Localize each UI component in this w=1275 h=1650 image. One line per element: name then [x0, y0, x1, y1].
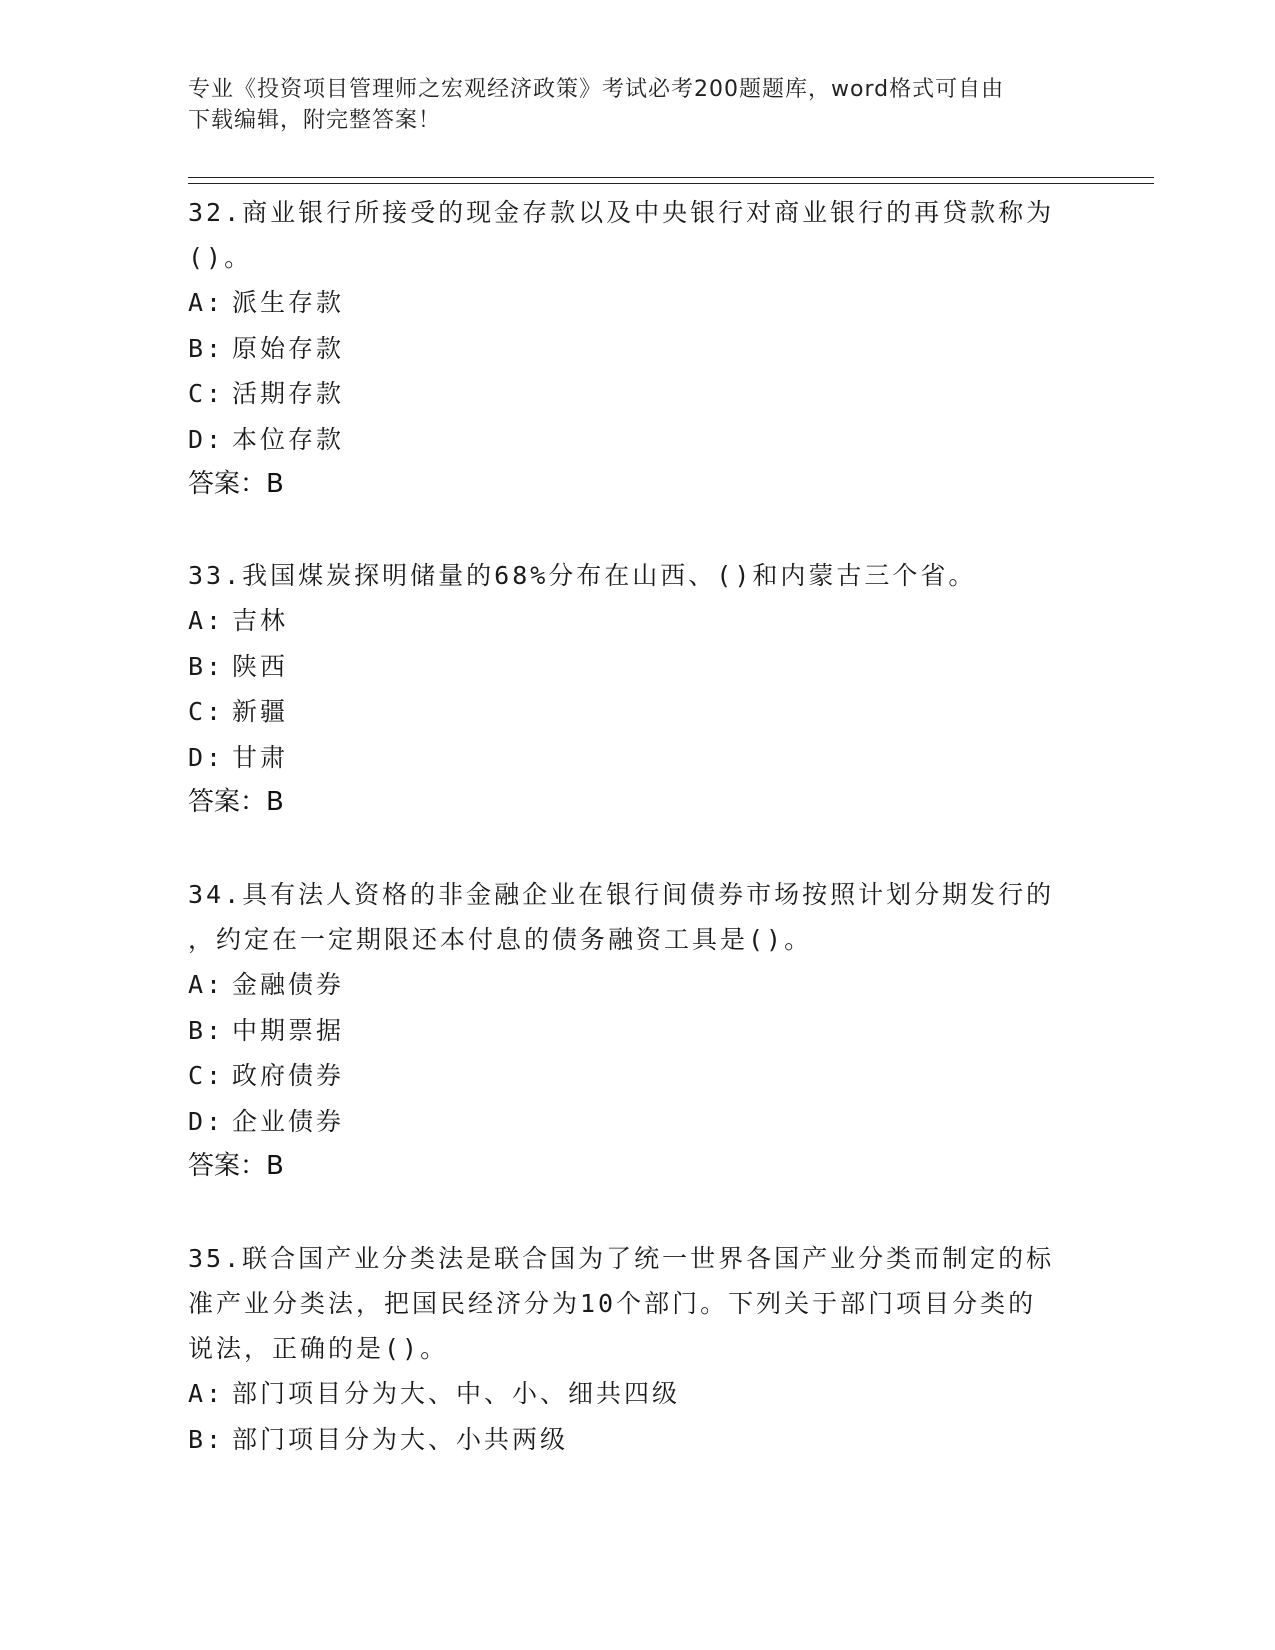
- option-key: D:: [188, 424, 225, 454]
- option-text: 政府债券: [232, 1061, 345, 1090]
- question-stem: [188, 1236, 1088, 1371]
- option-b: [188, 1417, 1088, 1463]
- option-a: [188, 1371, 1088, 1417]
- option-d: [188, 1099, 1088, 1145]
- option-key: A:: [188, 288, 225, 317]
- option-key: A:: [188, 606, 225, 635]
- option-b: [188, 326, 1088, 372]
- answer-line: 答案：B: [188, 1151, 284, 1181]
- question-32: [188, 190, 1088, 507]
- question-34: [188, 872, 1088, 1189]
- question-stem-line: 准产业分类法，把国民经济分为10个部门。下列关于部门项目分类的: [188, 1289, 1037, 1318]
- question-stem-line: ()。: [188, 243, 253, 272]
- option-text: 陕西: [232, 651, 289, 681]
- option-text: 部门项目分为大、中、小、细共四级: [232, 1379, 681, 1408]
- option-text: 吉林: [232, 606, 289, 635]
- option-b: [188, 1008, 1088, 1054]
- question-stem: [188, 190, 1088, 280]
- option-key: B:: [188, 651, 225, 681]
- question-stem-line: ，约定在一定期限还本付息的债务融资工具是()。: [188, 925, 813, 954]
- header-line-2: 下载编辑，附完整答案！: [188, 108, 442, 133]
- option-d: [188, 735, 1088, 781]
- question-stem-line: 33.我国煤炭探明储量的68%分布在山西、()和内蒙古三个省。: [188, 561, 977, 590]
- question-stem: [188, 872, 1088, 962]
- question-33: [188, 553, 1088, 825]
- option-text: 企业债券: [232, 1106, 345, 1136]
- question-stem-line: 34.具有法人资格的非金融企业在银行间债券市场按照计划分期发行的: [188, 880, 1055, 909]
- option-c: [188, 689, 1088, 735]
- header-divider-bottom: [188, 183, 1154, 184]
- option-text: 新疆: [232, 697, 289, 726]
- option-key: B:: [188, 1424, 225, 1454]
- document-header: [188, 74, 1088, 136]
- question-stem-line: 说法，正确的是()。: [188, 1334, 449, 1363]
- option-key: A:: [188, 1379, 225, 1408]
- question-35: [188, 1236, 1088, 1462]
- option-d: [188, 417, 1088, 463]
- option-text: 派生存款: [232, 288, 345, 317]
- option-a: [188, 598, 1088, 644]
- option-text: 金融债券: [232, 970, 345, 999]
- option-text: 甘肃: [232, 742, 289, 772]
- option-key: C:: [188, 379, 225, 408]
- option-key: C:: [188, 1061, 225, 1090]
- question-stem-line: 32.商业银行所接受的现金存款以及中央银行对商业银行的再贷款称为: [188, 198, 1055, 227]
- header-divider-top: [188, 177, 1154, 178]
- option-c: [188, 1053, 1088, 1099]
- question-stem: [188, 553, 1088, 598]
- option-text: 本位存款: [232, 424, 345, 454]
- option-key: B:: [188, 333, 225, 363]
- option-key: B:: [188, 1015, 225, 1045]
- option-c: [188, 371, 1088, 417]
- option-b: [188, 644, 1088, 690]
- option-text: 原始存款: [232, 333, 345, 363]
- option-a: [188, 280, 1088, 326]
- option-key: D:: [188, 742, 225, 772]
- answer-line: 答案：B: [188, 469, 284, 499]
- option-text: 部门项目分为大、小共两级: [232, 1424, 569, 1454]
- answer-line: 答案：B: [188, 787, 284, 817]
- option-key: D:: [188, 1106, 225, 1136]
- option-text: 中期票据: [232, 1015, 345, 1045]
- header-line-1: 专业《投资项目管理师之宏观经济政策》考试必考200题题库，word格式可自由: [188, 77, 1005, 102]
- option-key: A:: [188, 970, 225, 999]
- option-key: C:: [188, 697, 225, 726]
- question-stem-line: 35.联合国产业分类法是联合国为了统一世界各国产业分类而制定的标: [188, 1244, 1055, 1273]
- option-text: 活期存款: [232, 379, 345, 408]
- option-a: [188, 962, 1088, 1008]
